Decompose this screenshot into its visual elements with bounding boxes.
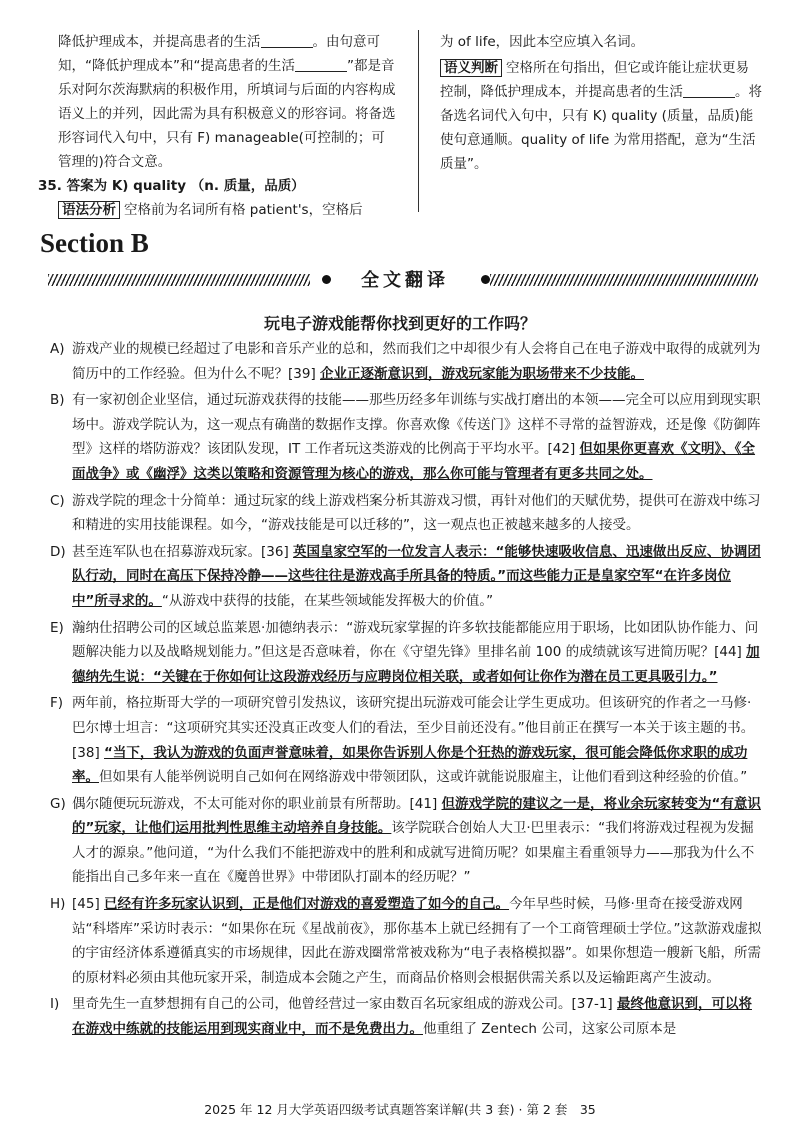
paragraph-g: [50, 792, 762, 890]
paragraph-label: E): [50, 619, 64, 636]
paragraph-f-underlined: “当下，我认为游戏的负面声誉意味着，如果你告诉别人你是个狂热的游戏玩家，很可能会降低你求职的成功率。: [72, 744, 748, 786]
grammar-analysis-text: 空格前为名词所有格 patient's，空格后: [124, 202, 363, 218]
paragraph-text: [72, 540, 762, 614]
banner-hatch-right: [490, 274, 758, 286]
banner-dot-left: [322, 275, 331, 284]
paragraph-i: [50, 992, 762, 1041]
paragraph-label: D): [50, 543, 66, 560]
left-column: [38, 30, 396, 222]
right-text-2: 空格所在句指出，但它或许能让症状更易控制，降低护理成本，并提高患者的生活: [440, 60, 749, 100]
blank-line: [261, 32, 313, 48]
paragraph-label: G): [50, 795, 66, 812]
paragraph-g-text-2: 该学院联合创始人大卫·巴里表示：“我们将游戏过程视为发掘人才的源泉。”他问道，“为什么我们不能把游戏中的胜利和成就写进简历呢？如果雇主看重领导力——那我为什么不能指出自己多年来一直在《魔兽世界》中带团队打副本的经历呢？”: [72, 820, 755, 886]
paragraph-label: I): [50, 996, 60, 1013]
paragraph-h: [50, 892, 762, 990]
paragraph-h-text: [45]: [72, 896, 105, 913]
paragraph-f-text: 两年前，格拉斯哥大学的一项研究曾引发热议，该研究提出玩游戏可能会让学生更成功。但该研究的作者之一马修·巴尔博士坦言：“这项研究其实还没真正改变人们的看法，至少目前还没有。”他目前正在撰写一本关于该主题的书。[38]: [72, 695, 755, 761]
right-text-1: 为 of life，因此本空应填入名词。: [440, 34, 645, 50]
paragraph-text: [72, 992, 762, 1041]
blank-line: [683, 82, 735, 98]
paragraph-text: [72, 388, 762, 486]
paragraph-b: [50, 388, 762, 486]
section-title: Section B: [40, 228, 149, 258]
paragraph-d: [50, 540, 762, 614]
paragraph-label: C): [50, 492, 65, 509]
paragraph-label: B): [50, 392, 65, 409]
grammar-analysis: [58, 198, 396, 222]
answer-number: 35.: [38, 178, 62, 194]
semantic-judgement: [440, 56, 762, 176]
paragraph-h-text-2: 今年早些时候，马修·里奇在接受游戏网站“科塔库”采访时表示：“如果你在玩《星战前夜》，那你基本上就已经拥有了一个工商管理硕士学位。”这款游戏虚拟的宇宙经济体系遵循真实的市场规律，因此在游戏圈常常被戏称为“电子表格模拟器”。如果你想造一艘新飞船，所需的原材料必须由其他玩家开采，制造成本会随之产生，而商品价格则会根据供需关系以及运输距离产生波动。: [72, 896, 762, 986]
paragraph-e: [50, 616, 762, 690]
paragraph-a-underlined: 企业正逐渐意识到，游戏玩家能为职场带来不少技能。: [320, 365, 645, 382]
page-footer: 2025 年 12 月大学英语四级考试真题答案详解(共 3 套) · 第 2 套 35: [204, 1102, 596, 1117]
paragraph-text: [72, 691, 762, 789]
translation-banner: [48, 270, 758, 292]
paragraph-d-text: 甚至连军队也在招募游戏玩家。[36]: [72, 543, 294, 560]
paragraph-b-underlined: 但如果你更喜欢《文明》、《全面战争》或《幽浮》这类以策略和资源管理为核心的游戏，那么你可能与管理者有更多共同之处。: [72, 441, 756, 482]
banner-hatch-left: [48, 274, 310, 286]
left-text-1: 降低护理成本，并提高患者的生活: [58, 34, 261, 50]
paragraph-label: H): [50, 896, 66, 913]
paragraph-h-underlined: 已经有许多玩家认识到，正是他们对游戏的喜爱塑造了如今的自己。: [104, 896, 510, 913]
article-body: [50, 337, 762, 1044]
paragraph-text: [72, 892, 762, 990]
answer-35: [38, 174, 396, 198]
grammar-analysis-label: 语法分析: [58, 201, 120, 219]
paragraph-d-text-2: “从游戏中获得的技能，在某些领域能发挥极大的价值。”: [161, 592, 494, 609]
paragraph-i-underlined: 最终他意识到，可以将在游戏中练就的技能运用到现实商业中，而不是免费出力。: [72, 996, 752, 1038]
right-column: [440, 30, 762, 176]
article-title: 玩电子游戏能帮你找到更好的工作吗？: [263, 314, 536, 333]
paragraph-a: [50, 337, 762, 386]
semantic-judgement-label: 语义判断: [440, 59, 502, 77]
paragraph-c-text: 游戏学院的理念十分简单：通过玩家的线上游戏档案分析其游戏习惯，再针对他们的天赋优势，提供可在游戏中练习和精进的实用技能课程。如今，“游戏技能是可以迁移的”，这一观点也正被越来越多的人接受。: [72, 492, 761, 534]
banner-title: 全文翻译: [361, 270, 449, 291]
paragraph-i-text-2: 他重组了 Zentech 公司，这家公司原本是: [423, 1021, 677, 1038]
left-text-2: 。由句意可知，“降低护理成本”和“提高患者的生活: [58, 34, 380, 74]
paragraph-b-text: 有一家初创企业坚信，通过玩游戏获得的技能——那些历经多年训练与实战打磨出的本领——完全可以应用到现实职场中。游戏学院认为，这一观点有确凿的数据作支撑。你喜欢像《传送门》这样不寻常的益智游戏，还是像《防御阵型》这样的塔防游戏？该团队发现，IT 工作者玩这类游戏的比例高于平均水平。[42]: [72, 392, 761, 458]
paragraph-g-text: 偶尔随便玩玩游戏，不太可能对你的职业前景有所帮助。[41]: [72, 795, 442, 812]
paragraph-text: [72, 792, 762, 890]
paragraph-i-text: 里奇先生一直梦想拥有自己的公司，他曾经营过一家由数百名玩家组成的游戏公司。[37-1]: [72, 996, 617, 1013]
right-text-3: 。将备选名词代入句中，只有 K) quality (质量，品质)能使句意通顺。quality of life 为常用搭配，意为“生活质量”。: [440, 84, 762, 172]
paragraph-g-underlined: 但游戏学院的建议之一是，将业余玩家转变为“有意识的”玩家，让他们运用批判性思维主动培养自身技能。: [72, 795, 761, 837]
left-text-3: ”都是音乐对阿尔茨海默病的积极作用，所填词与后面的内容构成语义上的并列，因此需为具有积极意义的形容词。将备选形容词代入句中，只有 F) manageable(可控制的；可管理的)符合文意。: [58, 58, 396, 170]
paragraph-f: [50, 691, 762, 789]
paragraph-label: A): [50, 341, 65, 357]
paragraph-e-underlined: 加德纳先生说：“关键在于你如何让这段游戏经历与应聘岗位相关联，或者如何让你作为潜在员工更具吸引力。”: [72, 644, 760, 685]
blank-line: [295, 56, 347, 72]
paragraph-text: [72, 337, 762, 386]
column-divider: [418, 30, 419, 212]
paragraph-c: [50, 489, 762, 538]
answer-text: 答案为 K) quality （n. 质量，品质）: [66, 178, 305, 194]
paragraph-e-text: 瀚纳仕招聘公司的区域总监莱恩·加德纳表示：“游戏玩家掌握的许多软技能都能应用于职场，比如团队协作能力、问题解决能力以及战略规划能力。”但这是否意味着，你在《守望先锋》里排名前 100 的成绩就该写进简历呢？[44]: [72, 619, 759, 661]
banner-dot-right: [481, 275, 490, 284]
left-explanation: [58, 30, 396, 174]
paragraph-f-text-2: 但如果有人能举例说明自己如何在网络游戏中带领团队，这或许就能说服雇主，让他们看到这种经验的价值。”: [99, 769, 748, 786]
paragraph-d-underlined: 英国皇家空军的一位发言人表示：“能够快速吸收信息、迅速做出反应、协调团队行动，同时在高压下保持冷静——这些往往是游戏高手所具备的特质。”而这些能力正是皇家空军“在许多岗位中”所寻求的。: [72, 543, 761, 609]
paragraph-text: [72, 616, 762, 690]
paragraph-label: F): [50, 695, 64, 712]
paragraph-a-text: 游戏产业的规模已经超过了电影和音乐产业的总和，然而我们之中却很少有人会将自己在电子游戏中取得的成就列为简历中的工作经验。但为什么不呢？[39]: [72, 341, 761, 382]
